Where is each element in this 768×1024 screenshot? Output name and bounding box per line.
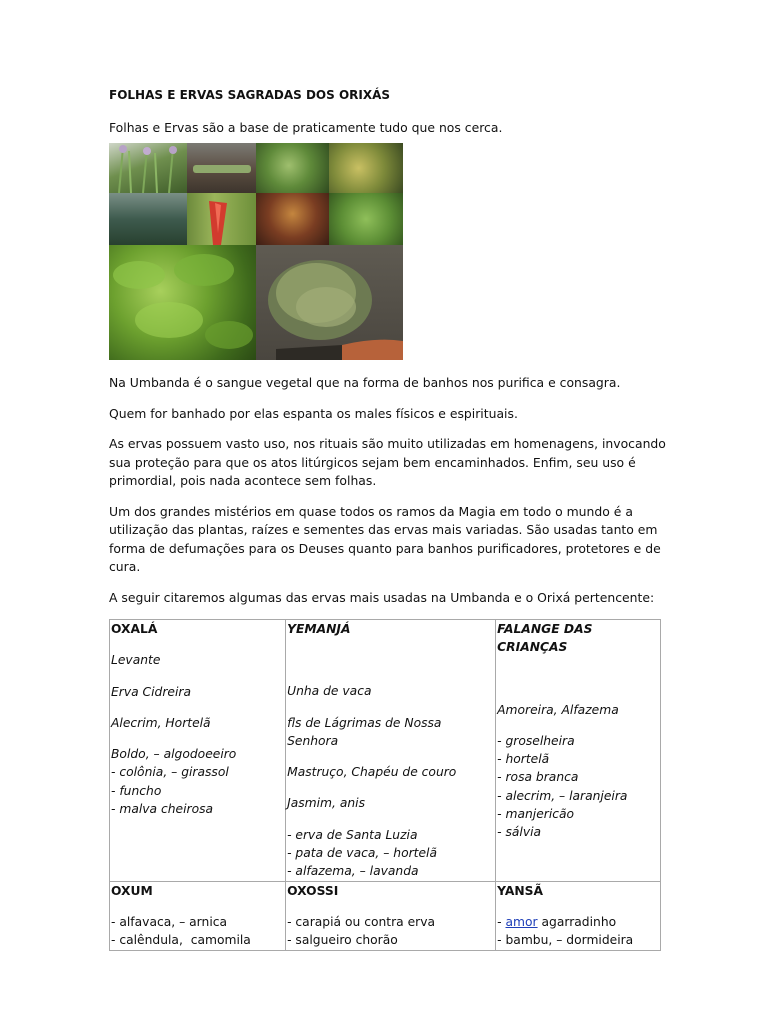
chives-stems-graphic [109, 143, 187, 193]
herb-group [287, 714, 494, 751]
herb-line-suffix: agarradinho [537, 914, 617, 929]
herb-group [111, 651, 284, 669]
herb-group [287, 826, 494, 881]
table-row [110, 881, 661, 950]
column-header-oxum: OXUM [111, 883, 153, 898]
document-page [109, 86, 669, 951]
body-paragraph-2: Quem for banhado por elas espanta os males físicos e espirituais. [109, 405, 518, 421]
photo-chives [109, 143, 187, 193]
herb-line: - alecrim, – laranjeira [497, 788, 628, 803]
herb-line: Amoreira, Alfazema [497, 702, 619, 717]
body-paragraph-3: As ervas possuem vasto uso, nos rituais são muito utilizadas em homenagens, invocando sua proteção para que os atos litúrgicos sejam bem encaminhados. Enfim, seu uso é primordial, pois nada acontece sem folhas. [109, 436, 666, 488]
herb-group [111, 913, 284, 950]
photo-dill [329, 143, 403, 193]
herb-group [111, 714, 284, 732]
herb-line: - manjericão [497, 807, 575, 822]
table-cell-falange-das-criancas [496, 620, 661, 882]
herb-line: fls de Lágrimas de Nossa Senhora [287, 715, 442, 748]
herb-line: - alfazema, – lavanda [287, 864, 419, 879]
table-cell-yemanja [286, 620, 496, 882]
herb-line: - malva cheirosa [111, 802, 214, 817]
herbs-by-orixa-table [109, 619, 661, 951]
photo-seedling-tray [187, 143, 256, 193]
herb-line: - funcho [111, 783, 162, 798]
herb-line: Erva Cidreira [111, 684, 191, 699]
herb-line: - hortelã [497, 752, 550, 767]
column-header-oxossi: OXOSSI [287, 883, 339, 898]
herb-line: - alfavaca, – arnica [111, 914, 228, 929]
herb-line: Unha de vaca [287, 684, 372, 699]
herb-line: Boldo, – algodoeeiro [111, 747, 237, 762]
column-header-yemanja: YEMANJÁ [287, 622, 351, 636]
intro-paragraph: Folhas e Ervas são a base de praticamente tudo que nos cerca. [109, 119, 503, 135]
herb-group [287, 794, 494, 812]
spacer [497, 670, 659, 688]
herb-line: - rosa branca [497, 770, 579, 785]
table-cell-oxala [110, 620, 286, 882]
herb-group [497, 913, 659, 950]
herb-line: Levante [111, 653, 161, 668]
photo-microgreens [256, 193, 329, 245]
herb-group [497, 732, 659, 842]
amor-link[interactable]: amor [505, 914, 538, 929]
body-paragraph-5: A seguir citaremos algumas das ervas mais usadas na Umbanda e o Orixá pertencente: [109, 589, 655, 605]
herb-group [287, 763, 494, 781]
herb-group [287, 913, 494, 950]
herbs-photo-collage [109, 143, 403, 360]
herb-line: - erva de Santa Luzia [287, 827, 418, 842]
body-paragraph-4: Um dos grandes mistérios em quase todos os ramos da Magia em todo o mundo é a utilização das plantas, raízes e sementes das ervas mais variadas. São usadas tanto em forma de defumações para os Deuses quanto para banhos purificadores, protetores e de cura. [109, 503, 661, 574]
thyme-pot-graphic [256, 245, 403, 360]
photo-oregano [329, 193, 403, 245]
column-header-oxala: OXALÁ [111, 622, 158, 636]
photo-mint-leaves [256, 143, 329, 193]
column-header-yansa: YANSÃ [497, 883, 544, 898]
herb-line-prefix: - [497, 914, 506, 929]
herb-line: Alecrim, Hortelã [111, 715, 211, 730]
table-row [110, 620, 661, 882]
table-cell-oxossi [286, 881, 496, 950]
document-title: FOLHAS E ERVAS SAGRADAS DOS ORIXÁS [109, 88, 391, 102]
column-header-falange-das-criancas: FALANGE DAS CRIANÇAS [497, 622, 593, 655]
spacer [287, 651, 494, 669]
table-cell-oxum [110, 881, 286, 950]
herb-line: - groselheira [497, 733, 575, 748]
herb-group [111, 745, 284, 818]
herb-line: - calêndula, camomila [111, 933, 251, 948]
herb-line-with-link [497, 913, 659, 931]
photo-thyme-pot [256, 245, 403, 360]
table-cell-yansa [496, 881, 661, 950]
photo-rosemary [109, 193, 187, 245]
body-paragraph-1: Na Umbanda é o sangue vegetal que na forma de banhos nos purifica e consagra. [109, 375, 621, 390]
herb-line: - sálvia [497, 825, 542, 840]
herb-group [111, 683, 284, 701]
herb-line: - carapiá ou contra erva [287, 914, 436, 929]
parsley-leaves-graphic [109, 245, 256, 360]
photo-red-pepper [187, 193, 256, 245]
photo-parsley [109, 245, 256, 360]
herb-line: - bambu, – dormideira [497, 933, 634, 948]
herb-line: Jasmim, anis [287, 796, 365, 811]
herb-line: Mastruço, Chapéu de couro [287, 765, 457, 780]
herb-line: - pata de vaca, – hortelã [287, 846, 438, 861]
herb-group [497, 701, 659, 719]
herb-group [287, 682, 494, 700]
pepper-graphic [187, 193, 256, 245]
herb-line: - salgueiro chorão [287, 933, 398, 948]
herb-line: - colônia, – girassol [111, 765, 229, 780]
